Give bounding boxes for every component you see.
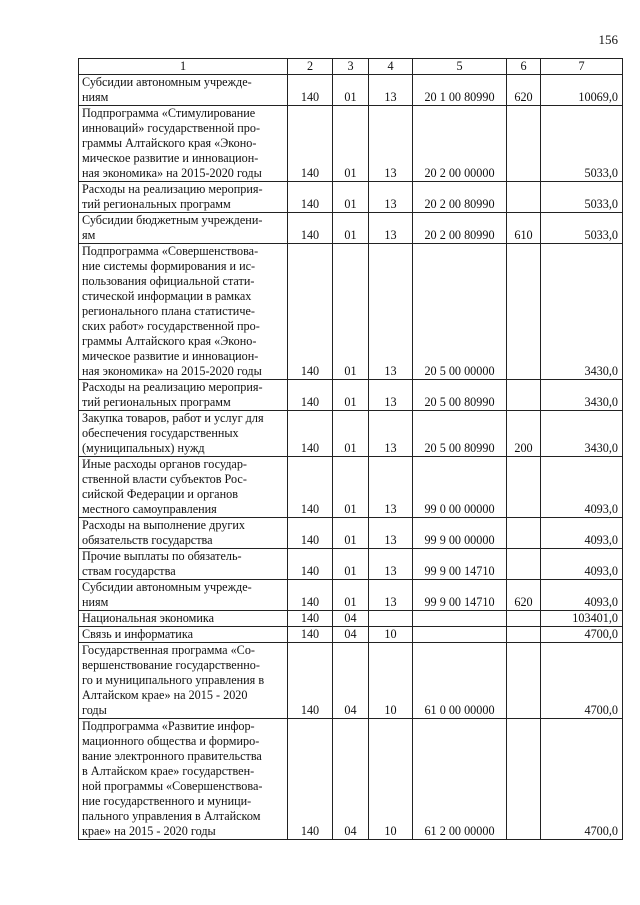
table-row <box>79 411 623 457</box>
subsection-code-cell: 13 <box>369 580 413 611</box>
target-article-cell: 61 2 00 00000 <box>413 719 507 840</box>
table-row <box>79 457 623 518</box>
target-article-cell: 20 1 00 80990 <box>413 75 507 106</box>
row-name-cell: Прочие выплаты по обязатель- ствам государства <box>79 549 288 580</box>
ved-code-cell: 140 <box>288 611 333 627</box>
ved-code-cell: 140 <box>288 549 333 580</box>
target-article-cell: 20 5 00 80990 <box>413 411 507 457</box>
section-code-cell: 01 <box>333 244 369 380</box>
subsection-code-cell: 13 <box>369 106 413 182</box>
amount-cell: 4700,0 <box>541 627 623 643</box>
section-code-cell: 01 <box>333 182 369 213</box>
row-name-cell: Национальная экономика <box>79 611 288 627</box>
table-row <box>79 106 623 182</box>
section-code-cell: 01 <box>333 549 369 580</box>
section-code-cell: 01 <box>333 106 369 182</box>
col-header-4: 4 <box>369 59 413 75</box>
row-name-cell: Государственная программа «Со- вершенствование государственно- го и муниципального управления в Алтайском крае» на 2015 - 2020 годы <box>79 643 288 719</box>
table-row <box>79 549 623 580</box>
section-code-cell: 04 <box>333 627 369 643</box>
header-row <box>79 59 623 75</box>
col-header-1: 1 <box>79 59 288 75</box>
expense-type-cell: 200 <box>507 411 541 457</box>
ved-code-cell: 140 <box>288 75 333 106</box>
ved-code-cell: 140 <box>288 457 333 518</box>
subsection-code-cell: 13 <box>369 244 413 380</box>
row-name-cell: Расходы на реализацию мероприя- тий региональных программ <box>79 182 288 213</box>
section-code-cell: 04 <box>333 611 369 627</box>
amount-cell: 5033,0 <box>541 182 623 213</box>
section-code-cell: 01 <box>333 457 369 518</box>
col-header-3: 3 <box>333 59 369 75</box>
amount-cell: 10069,0 <box>541 75 623 106</box>
expense-type-cell <box>507 457 541 518</box>
row-name-cell: Иные расходы органов государ- ственной власти субъектов Рос- сийской Федерации и органов местного самоуправления <box>79 457 288 518</box>
amount-cell: 5033,0 <box>541 213 623 244</box>
ved-code-cell: 140 <box>288 411 333 457</box>
ved-code-cell: 140 <box>288 244 333 380</box>
expense-type-cell <box>507 643 541 719</box>
expense-type-cell: 620 <box>507 580 541 611</box>
target-article-cell: 20 2 00 80990 <box>413 213 507 244</box>
section-code-cell: 01 <box>333 75 369 106</box>
target-article-cell: 99 9 00 14710 <box>413 549 507 580</box>
target-article-cell: 99 0 00 00000 <box>413 457 507 518</box>
row-name-cell: Подпрограмма «Стимулирование инноваций» государственной про- граммы Алтайского края «Эконо- мическое развитие и инновацион- ная экономика» на 2015-2020 годы <box>79 106 288 182</box>
row-name-cell: Подпрограмма «Развитие инфор- мационного общества и формиро- вание электронного правительства в Алтайском крае» государствен- ной программы «Совершенствова- ние государственного и муници- пального управления в Алтайском крае» на 2015 - 2020 годы <box>79 719 288 840</box>
amount-cell: 5033,0 <box>541 106 623 182</box>
subsection-code-cell: 13 <box>369 380 413 411</box>
subsection-code-cell <box>369 611 413 627</box>
table-row <box>79 643 623 719</box>
amount-cell: 4093,0 <box>541 549 623 580</box>
target-article-cell: 20 2 00 80990 <box>413 182 507 213</box>
table-row <box>79 75 623 106</box>
section-code-cell: 01 <box>333 518 369 549</box>
expense-type-cell <box>507 106 541 182</box>
subsection-code-cell: 10 <box>369 627 413 643</box>
target-article-cell: 99 9 00 14710 <box>413 580 507 611</box>
row-name-cell: Субсидии бюджетным учреждени- ям <box>79 213 288 244</box>
table-row <box>79 182 623 213</box>
subsection-code-cell: 13 <box>369 75 413 106</box>
row-name-cell: Расходы на реализацию мероприя- тий региональных программ <box>79 380 288 411</box>
col-header-6: 6 <box>507 59 541 75</box>
expense-type-cell <box>507 611 541 627</box>
table-row <box>79 719 623 840</box>
table-body <box>79 75 623 840</box>
table-row <box>79 380 623 411</box>
expense-type-cell: 620 <box>507 75 541 106</box>
col-header-7: 7 <box>541 59 623 75</box>
ved-code-cell: 140 <box>288 182 333 213</box>
table-row <box>79 580 623 611</box>
amount-cell: 4093,0 <box>541 580 623 611</box>
row-name-cell: Закупка товаров, работ и услуг для обеспечения государственных (муниципальных) нужд <box>79 411 288 457</box>
row-name-cell: Субсидии автономным учрежде- ниям <box>79 75 288 106</box>
target-article-cell: 20 2 00 00000 <box>413 106 507 182</box>
amount-cell: 4700,0 <box>541 719 623 840</box>
amount-cell: 4093,0 <box>541 457 623 518</box>
subsection-code-cell: 10 <box>369 643 413 719</box>
ved-code-cell: 140 <box>288 627 333 643</box>
subsection-code-cell: 13 <box>369 182 413 213</box>
expense-type-cell <box>507 719 541 840</box>
table-row <box>79 213 623 244</box>
amount-cell: 3430,0 <box>541 244 623 380</box>
subsection-code-cell: 13 <box>369 518 413 549</box>
target-article-cell <box>413 627 507 643</box>
expense-type-cell: 610 <box>507 213 541 244</box>
expense-type-cell <box>507 182 541 213</box>
row-name-cell: Субсидии автономным учрежде- ниям <box>79 580 288 611</box>
expense-type-cell <box>507 518 541 549</box>
col-header-5: 5 <box>413 59 507 75</box>
ved-code-cell: 140 <box>288 213 333 244</box>
section-code-cell: 01 <box>333 580 369 611</box>
subsection-code-cell: 13 <box>369 411 413 457</box>
section-code-cell: 04 <box>333 719 369 840</box>
ved-code-cell: 140 <box>288 518 333 549</box>
table-row <box>79 611 623 627</box>
subsection-code-cell: 10 <box>369 719 413 840</box>
ved-code-cell: 140 <box>288 380 333 411</box>
expense-type-cell <box>507 627 541 643</box>
section-code-cell: 01 <box>333 411 369 457</box>
row-name-cell: Связь и информатика <box>79 627 288 643</box>
row-name-cell: Подпрограмма «Совершенствова- ние системы формирования и ис- пользования официальной стати- стической информации в рамках регионального плана статистиче- ских работ» государственной про- граммы Алтайского края «Эконо- мическое развитие и инновацион- ная экономика» на 2015-2020 годы <box>79 244 288 380</box>
target-article-cell: 20 5 00 80990 <box>413 380 507 411</box>
subsection-code-cell: 13 <box>369 549 413 580</box>
subsection-code-cell: 13 <box>369 457 413 518</box>
expense-type-cell <box>507 380 541 411</box>
ved-code-cell: 140 <box>288 580 333 611</box>
table-row <box>79 627 623 643</box>
target-article-cell <box>413 611 507 627</box>
section-code-cell: 01 <box>333 213 369 244</box>
amount-cell: 103401,0 <box>541 611 623 627</box>
target-article-cell: 20 5 00 00000 <box>413 244 507 380</box>
page-number: 156 <box>598 32 618 47</box>
table-row <box>79 244 623 380</box>
ved-code-cell: 140 <box>288 643 333 719</box>
section-code-cell: 04 <box>333 643 369 719</box>
target-article-cell: 99 9 00 00000 <box>413 518 507 549</box>
budget-table <box>78 58 623 840</box>
amount-cell: 3430,0 <box>541 380 623 411</box>
subsection-code-cell: 13 <box>369 213 413 244</box>
col-header-2: 2 <box>288 59 333 75</box>
section-code-cell: 01 <box>333 380 369 411</box>
amount-cell: 3430,0 <box>541 411 623 457</box>
amount-cell: 4093,0 <box>541 518 623 549</box>
target-article-cell: 61 0 00 00000 <box>413 643 507 719</box>
expense-type-cell <box>507 244 541 380</box>
amount-cell: 4700,0 <box>541 643 623 719</box>
expense-type-cell <box>507 549 541 580</box>
table-row <box>79 518 623 549</box>
row-name-cell: Расходы на выполнение других обязательств государства <box>79 518 288 549</box>
ved-code-cell: 140 <box>288 719 333 840</box>
ved-code-cell: 140 <box>288 106 333 182</box>
